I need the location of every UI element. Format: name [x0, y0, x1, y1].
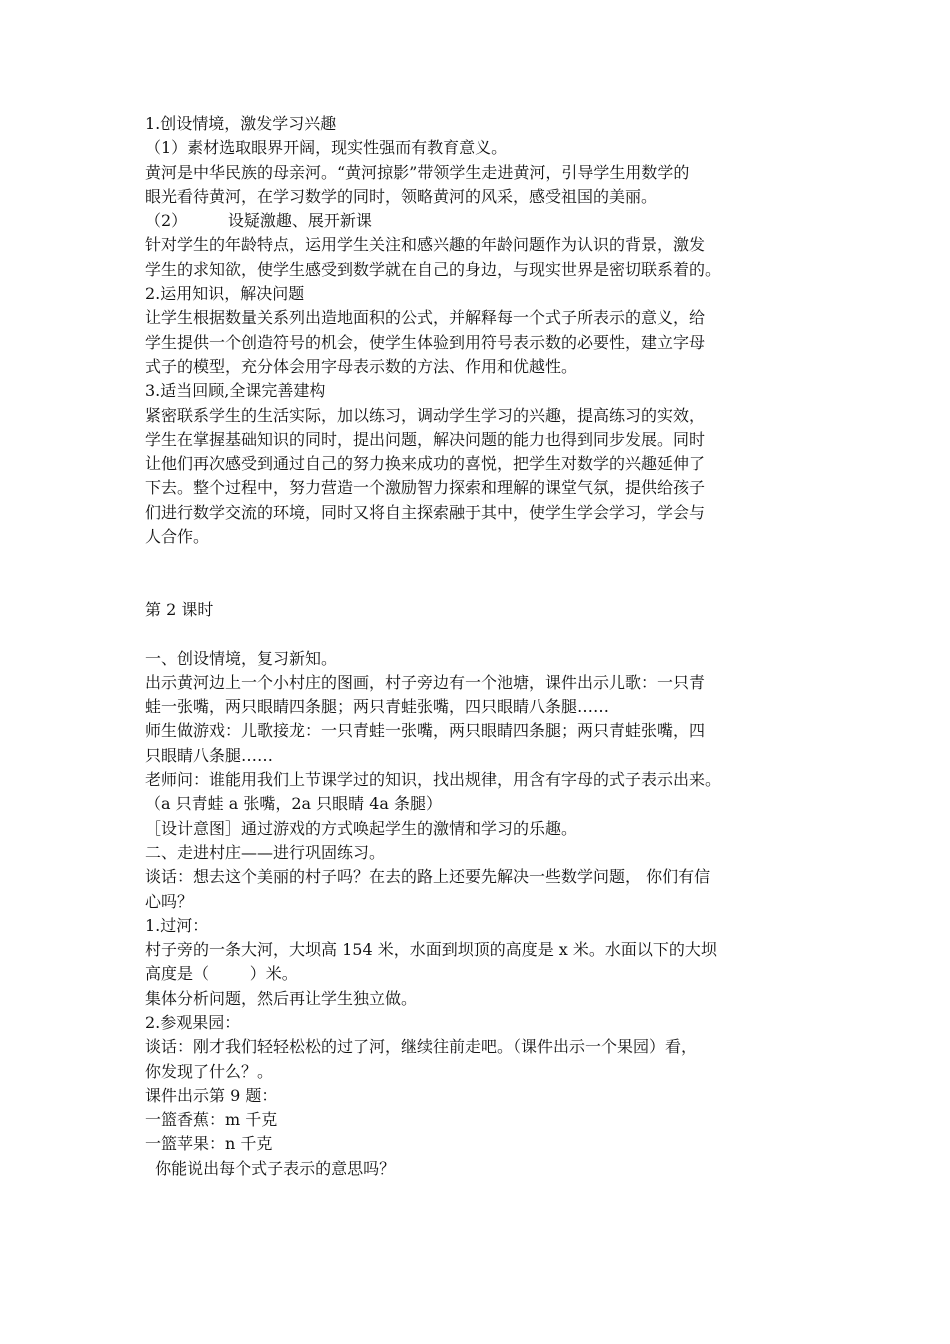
- subheading-1: （1）素材选取眼界开阔，现实性强而有教育意义。: [145, 138, 508, 158]
- design-intent: ［设计意图］通过游戏的方式唤起学生的激情和学习的乐趣。: [145, 818, 578, 838]
- paragraph-line: 师生做游戏：儿歌接龙：一只青蛙一张嘴，两只眼睛四条腿；两只青蛙张嘴，四: [145, 721, 706, 741]
- subheading-2: （2） 设疑激趣、展开新课: [145, 211, 372, 231]
- paragraph-line: 紧密联系学生的生活实际，加以练习，调动学生学习的兴趣，提高练习的实效，: [145, 405, 706, 425]
- paragraph-line: 谈话：刚才我们轻轻松松的过了河，继续往前走吧。（课件出示一个果园）看，: [145, 1037, 698, 1057]
- paragraph-line: 村子旁的一条大河，大坝高 154 米，水面到坝顶的高度是 x 米。水面以下的大坝: [145, 940, 717, 960]
- item-heading-1: 1.过河：: [145, 915, 209, 935]
- paragraph-line: 让学生根据数量关系列出造地面积的公式，并解释每一个式子所表示的意义，给: [145, 308, 706, 328]
- blank-line: [145, 622, 815, 646]
- paragraph-line: 课件出示第 9 题：: [145, 1085, 278, 1105]
- heading-2: 2.运用知识，解决问题: [145, 284, 305, 304]
- document-page: [145, 112, 815, 1181]
- paragraph-line: 黄河是中华民族的母亲河。“黄河掠影”带领学生走进黄河，引导学生用数学的: [145, 162, 690, 182]
- paragraph-line: 谈话：想去这个美丽的村子吗？在去的路上还要先解决一些数学问题， 你们有信: [145, 867, 711, 887]
- paragraph-line: 人合作。: [145, 527, 210, 547]
- paragraph-line: 你能说出每个式子表示的意思吗？: [145, 1158, 396, 1178]
- blank-line: [145, 574, 815, 598]
- paragraph-line: 一篮苹果：n 千克: [145, 1134, 273, 1154]
- blank-line: [145, 549, 815, 573]
- paragraph-line: 学生提供一个创造符号的机会，使学生体验到用符号表示数的必要性，建立字母: [145, 332, 706, 352]
- paragraph-line: 高度是（ ）米。: [145, 964, 298, 984]
- paragraph-line: 只眼睛八条腿……: [145, 745, 274, 765]
- paragraph-line: 眼光看待黄河，在学习数学的同时，领略黄河的风采，感受祖国的美丽。: [145, 186, 658, 206]
- paragraph-line: （a 只青蛙 a 张嘴，2a 只眼睛 4a 条腿）: [145, 794, 443, 814]
- paragraph-line: 让他们再次感受到通过自己的努力换来成功的喜悦，把学生对数学的兴趣延伸了: [145, 454, 706, 474]
- item-heading-2: 2.参观果园：: [145, 1012, 241, 1032]
- paragraph-line: 针对学生的年龄特点，运用学生关注和感兴趣的年龄问题作为认识的背景，激发: [145, 235, 706, 255]
- paragraph-line: 们进行数学交流的环境，同时又将自主探索融于其中，使学生学会学习，学会与: [145, 502, 706, 522]
- lesson-title: 第 2 课时: [145, 599, 214, 619]
- section-heading-2: 二、走进村庄——进行巩固练习。: [145, 842, 386, 862]
- section-heading-1: 一、创设情境，复习新知。: [145, 648, 338, 668]
- paragraph-line: 心吗？: [145, 891, 194, 911]
- paragraph-line: 蛙一张嘴，两只眼睛四条腿；两只青蛙张嘴，四只眼睛八条腿……: [145, 697, 610, 717]
- heading-1: 1.创设情境，激发学习兴趣: [145, 114, 337, 133]
- paragraph-line: 出示黄河边上一个小村庄的图画，村子旁边有一个池塘，课件出示儿歌：一只青: [145, 672, 706, 692]
- paragraph-line: 学生的求知欲，使学生感受到数学就在自己的身边，与现实世界是密切联系着的。: [145, 259, 722, 279]
- paragraph-line: 学生在掌握基础知识的同时，提出问题，解决问题的能力也得到同步发展。同时: [145, 429, 706, 449]
- paragraph-line: 你发现了什么？。: [145, 1061, 274, 1081]
- paragraph-line: 下去。整个过程中，努力营造一个激励智力探索和理解的课堂气氛，提供给孩子: [145, 478, 706, 498]
- paragraph-line: 一篮香蕉：m 千克: [145, 1110, 278, 1130]
- paragraph-line: 集体分析问题，然后再让学生独立做。: [145, 988, 418, 1008]
- paragraph-line: 老师问：谁能用我们上节课学过的知识，找出规律，用含有字母的式子表示出来。: [145, 770, 722, 790]
- paragraph-line: 式子的模型，充分体会用字母表示数的方法、作用和优越性。: [145, 356, 578, 376]
- heading-3: 3.适当回顾,全课完善建构: [145, 381, 326, 401]
